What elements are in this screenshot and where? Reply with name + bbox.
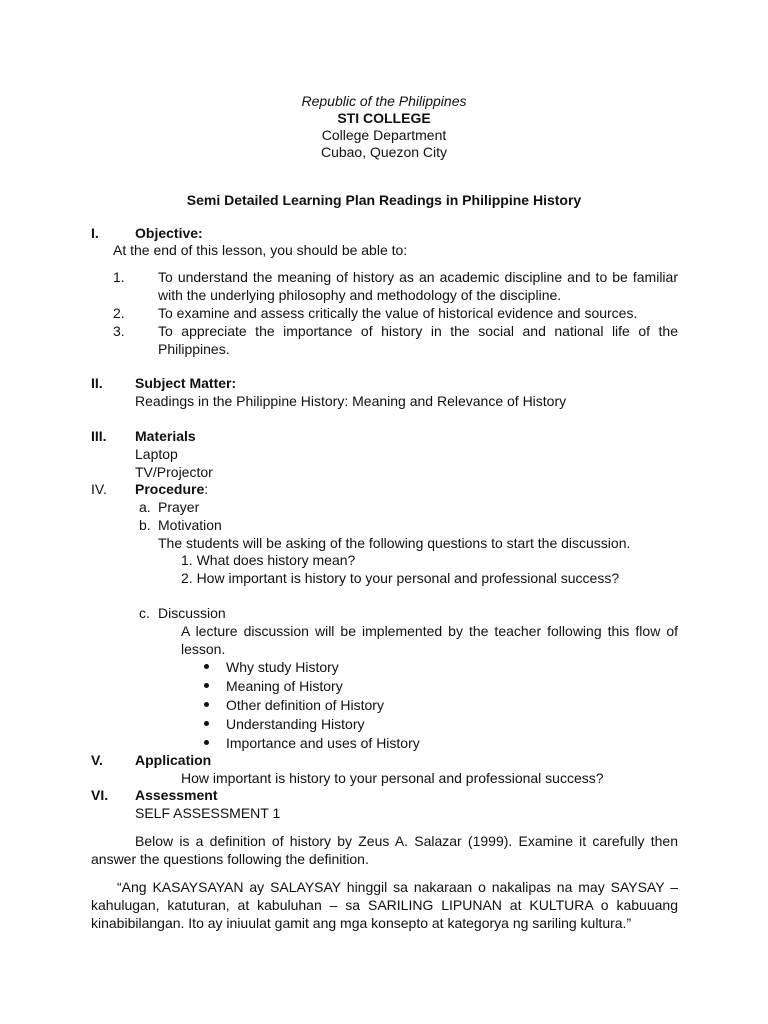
school-name: STI COLLEGE	[337, 110, 431, 126]
procedure-step-label: Motivation	[158, 517, 222, 533]
procedure-step-letter: a.	[139, 499, 151, 515]
bullet-icon	[204, 702, 209, 707]
assessment-heading: Assessment	[135, 787, 218, 803]
discussion-bullet-item: Importance and uses of History	[226, 735, 420, 751]
republic-line: Republic of the Philippines	[301, 93, 467, 109]
discussion-letter: c.	[139, 605, 150, 621]
objective-numeral: I.	[91, 225, 99, 241]
objective-heading: Objective:	[135, 225, 203, 241]
procedure-step-letter: b.	[139, 517, 151, 533]
assessment-subheading: SELF ASSESSMENT 1	[135, 805, 281, 821]
motivation-question: 2. How important is history to your personal and professional success?	[181, 570, 620, 586]
assessment-quote: “Ang KASAYSAYAN ay SALAYSAY hinggil sa nakaraan o nakalipas na may SAYSAY – kahulugan, katuturan, at kabuluhan – sa SARILING LIPUNAN at KULTURA o kabuuang kinabibilangan. Ito ay iniuulat gamit ang mga konsepto at kategorya ng sariling kultura.”	[91, 879, 678, 931]
department-line: College Department	[321, 127, 447, 143]
application-heading: Application	[135, 752, 212, 768]
bullet-icon	[204, 683, 209, 688]
materials-heading: Materials	[135, 428, 196, 444]
procedure-heading: Procedure	[135, 481, 205, 497]
location-line: Cubao, Quezon City	[320, 144, 448, 160]
objective-item-text: To appreciate the importance of history in the social and national life of the Philippines.	[158, 323, 678, 357]
discussion-bullet-item: Understanding History	[226, 716, 365, 732]
objective-intro: At the end of this lesson, you should be able to:	[113, 242, 408, 258]
procedure-numeral: IV.	[91, 481, 107, 497]
subject-matter-text: Readings in the Philippine History: Meaning and Relevance of History	[135, 393, 567, 409]
assessment-numeral: VI.	[91, 787, 109, 803]
discussion-bullet-item: Other definition of History	[226, 697, 384, 713]
subject-matter-numeral: II.	[91, 375, 103, 391]
discussion-bullet-item: Why study History	[226, 659, 339, 675]
objective-item-text: To examine and assess critically the value of historical evidence and sources.	[158, 305, 638, 321]
discussion-bullet-item: Meaning of History	[226, 678, 343, 694]
bullet-icon	[204, 664, 209, 669]
objective-item-number: 3.	[113, 323, 125, 339]
application-numeral: V.	[91, 752, 103, 768]
assessment-paragraph: Below is a definition of history by Zeus A. Salazar (1999). Examine it carefully then answer the questions following the definition.	[91, 833, 678, 867]
discussion-text: A lecture discussion will be implemented by the teacher following this flow of lesson.	[181, 623, 678, 657]
motivation-text: The students will be asking of the following questions to start the discussion.	[158, 535, 631, 551]
materials-item: Laptop	[135, 446, 178, 462]
document-title: Semi Detailed Learning Plan Readings in Philippine History	[186, 192, 582, 208]
objective-item-number: 2.	[113, 305, 125, 321]
procedure-colon: :	[204, 481, 209, 497]
materials-numeral: III.	[91, 428, 107, 444]
procedure-step-label: Prayer	[158, 499, 200, 515]
motivation-question: 1. What does history mean?	[181, 552, 356, 568]
bullet-icon	[204, 740, 209, 745]
objective-item-number: 1.	[113, 269, 125, 285]
bullet-icon	[204, 721, 209, 726]
application-text: How important is history to your personal and professional success?	[181, 770, 604, 786]
procedure-heading-line	[135, 480, 208, 498]
discussion-label: Discussion	[158, 605, 226, 621]
subject-matter-heading: Subject Matter:	[135, 375, 237, 391]
objective-item-text: To understand the meaning of history as an academic discipline and to be familiar with the underlying philosophy and methodology of the discipline.	[158, 269, 678, 303]
materials-item: TV/Projector	[135, 464, 213, 480]
